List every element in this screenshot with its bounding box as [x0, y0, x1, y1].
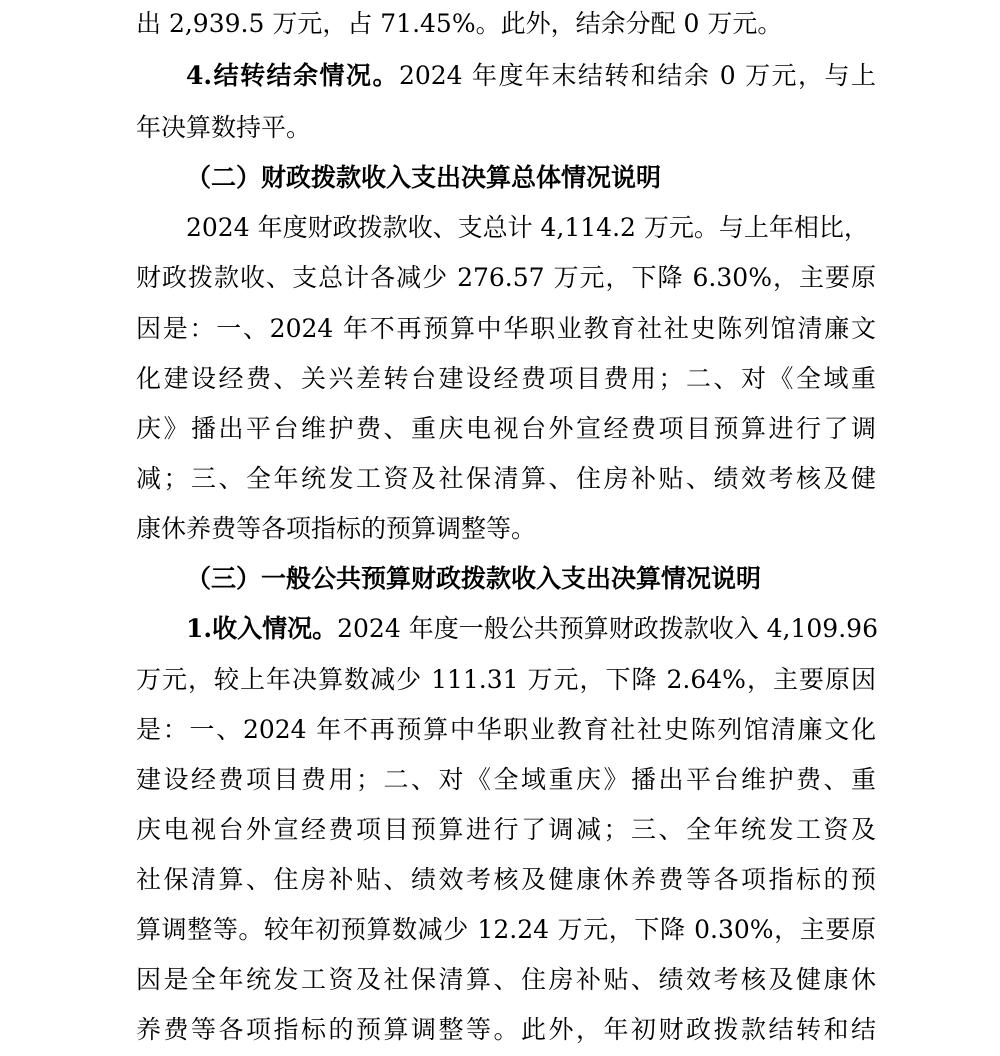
text-line-content: 2024 年度一般公共预算财政拨款收入 4,109.96 [337, 614, 878, 643]
text-line-content: 庆电视台外宣经费项目预算进行了调减；三、全年统发工资及 [136, 815, 876, 844]
text-line-content: 化建设经费、关兴差转台建设经费项目费用；二、对《全域重 [136, 364, 876, 393]
text-line-content: 因是全年统发工资及社保清算、住房补贴、绩效考核及健康休 [136, 965, 876, 994]
text-line-content: 算调整等。较年初预算数减少 12.24 万元，下降 0.30%，主要原 [136, 915, 876, 944]
text-line-content: 庆》播出平台维护费、重庆电视台外宣经费项目预算进行了调 [136, 414, 876, 443]
text-line-content: 减；三、全年统发工资及社保清算、住房补贴、绩效考核及健 [136, 464, 876, 493]
text-line [136, 260, 876, 296]
item-heading: 结转结余情况。 [212, 61, 399, 90]
text-line [136, 461, 876, 497]
text-line-content: 万元，较上年决算数减少 111.31 万元，下降 2.64%，主要原因 [136, 665, 876, 694]
paragraph-start [186, 611, 876, 647]
text-line [136, 6, 782, 42]
text-line [136, 110, 311, 146]
text-line [136, 361, 876, 397]
paragraph-start [186, 210, 876, 246]
item-number: 1. [186, 614, 213, 643]
text-line-content: 社保清算、住房补贴、绩效考核及健康休养费等各项指标的预 [136, 865, 876, 894]
text-line [136, 311, 876, 347]
text-line [136, 912, 876, 948]
item-heading: 收入情况。 [212, 614, 338, 643]
section-heading-text: （二）财政拨款收入支出决算总体情况说明 [186, 163, 662, 192]
text-line [136, 411, 876, 447]
text-line [136, 1012, 876, 1048]
item-number: 4. [186, 61, 213, 90]
section-heading-2 [186, 160, 661, 196]
text-line-content: 是：一、2024 年不再预算中华职业教育社社史陈列馆清廉文化 [136, 715, 876, 744]
text-line [136, 662, 876, 698]
text-line [136, 762, 876, 798]
text-line-content: 康休养费等各项指标的预算调整等。 [136, 514, 537, 543]
text-line [136, 712, 876, 748]
text-line [136, 962, 876, 998]
text-line-content: 出 2,939.5 万元，占 71.45%。此外，结余分配 0 万元。 [136, 9, 783, 38]
text-line [136, 862, 876, 898]
text-line-content: 2024 年度年末结转和结余 0 万元，与上 [398, 61, 876, 90]
text-line-content: 财政拨款收、支总计各减少 276.57 万元，下降 6.30%，主要原 [136, 263, 876, 292]
section-heading-text: （三）一般公共预算财政拨款收入支出决算情况说明 [186, 564, 762, 593]
text-line [136, 812, 876, 848]
paragraph-carryover [186, 58, 876, 94]
text-line-content: 养费等各项指标的预算调整等。此外，年初财政拨款结转和结 [136, 1015, 876, 1044]
text-line-content: 建设经费项目费用；二、对《全域重庆》播出平台维护费、重 [136, 765, 876, 794]
text-line-content: 因是：一、2024 年不再预算中华职业教育社社史陈列馆清廉文 [136, 314, 876, 343]
section-heading-3 [186, 561, 761, 597]
text-line-content: 2024 年度财政拨款收、支总计 4,114.2 万元。与上年相比， [186, 213, 869, 242]
text-line [136, 511, 536, 547]
text-line-content: 年决算数持平。 [136, 113, 312, 142]
